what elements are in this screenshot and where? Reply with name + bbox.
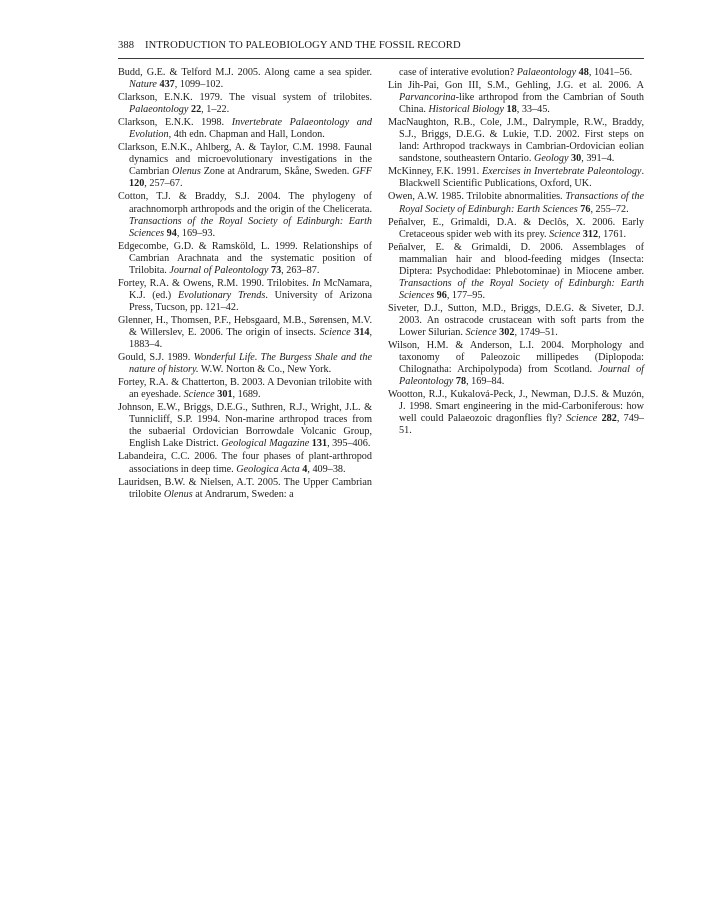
- reference-pages: , 1689.: [232, 389, 261, 401]
- reference-journal: Palaeontology: [129, 104, 189, 116]
- reference-journal: Nature: [129, 79, 157, 91]
- reference-text: Siveter, D.J., Sutton, M.D., Briggs, D.E.G. & Siveter, D.J. 2003. An ostracode crustacean with soft parts from the Lower Silurian.: [388, 302, 644, 338]
- reference-entry: [388, 217, 644, 241]
- reference-text: Johnson, E.W., Briggs, D.E.G., Suthren, R.J., Wright, J.L. & Tunnicliff, S.P. 1994. Non-marine arthropod traces from the subaerial Ordovician Borrowdale Volcanic Group, English Lake District.: [118, 402, 372, 450]
- reference-pages: , 1099–102.: [174, 79, 224, 91]
- reference-text: case of interative evolution?: [399, 67, 517, 78]
- header-rule: [118, 58, 644, 59]
- reference-volume: 22: [190, 104, 202, 116]
- running-header: [118, 40, 644, 51]
- reference-journal: Science: [549, 228, 581, 240]
- reference-pages: , 1041–56.: [588, 67, 633, 78]
- reference-text: McNamara, K.J. (ed.): [129, 277, 372, 301]
- reference-journal: GFF: [352, 166, 372, 178]
- reference-journal: Science: [183, 389, 215, 401]
- reference-journal: Transactions of the Royal Society of Edinburgh: Earth Sciences: [399, 191, 644, 215]
- reference-journal: Transactions of the Royal Society of Edinburgh: Earth Sciences: [399, 277, 644, 301]
- reference-journal: Exercises in Invertebrate Paleontology: [481, 166, 642, 178]
- reference-text: . University of Arizona Press, Tucson, pp. 121–42.: [129, 289, 372, 313]
- reference-entry: [388, 389, 644, 437]
- reference-volume: 120: [129, 178, 145, 190]
- references-right-column: [388, 67, 644, 438]
- reference-text: Clarkson, E.N.K. 1998.: [118, 117, 232, 129]
- reference-pages: , 749–51.: [399, 413, 645, 437]
- reference-journal: Science: [319, 326, 351, 338]
- reference-entry: [118, 315, 372, 351]
- reference-text: Fortey, R.A. & Owens, R.M. 1990. Trilobites.: [118, 277, 312, 289]
- reference-text: Cotton, T.J. & Braddy, S.J. 2004. The phylogeny of arachnomorph arthropods and the origin of the Chelicerata.: [118, 191, 372, 215]
- reference-journal: Historical Biology: [428, 104, 504, 116]
- reference-pages: , 255–72.: [590, 203, 629, 215]
- reference-text: Fortey, R.A. & Chatterton, B. 2003. A Devonian trilobite with an eyeshade.: [118, 377, 372, 401]
- reference-pages: , 1761.: [598, 228, 627, 240]
- reference-volume: 76: [580, 203, 591, 215]
- reference-entry: [388, 67, 644, 79]
- reference-entry: [118, 278, 372, 314]
- reference-text: Wilson, H.M. & Anderson, L.I. 2004. Morphology and taxonomy of Paleozoic millipedes (Diplopoda: Chilognatha: Archipolypoda) from Scotland.: [388, 340, 644, 376]
- reference-text: Gould, S.J. 1989.: [118, 352, 194, 364]
- reference-volume: 78: [455, 376, 467, 388]
- references-left-column: [118, 67, 372, 502]
- reference-pages: , 391–4.: [581, 153, 615, 165]
- reference-entry: [118, 402, 372, 450]
- reference-entry: [118, 377, 372, 401]
- reference-text: , 4th edn. Chapman and Hall, London.: [168, 129, 325, 141]
- reference-entry: [388, 303, 644, 339]
- reference-pages: , 409–38.: [307, 463, 346, 475]
- reference-pages: , 1749–51.: [514, 326, 558, 338]
- reference-text: Edgecombe, G.D. & Ramsköld, L. 1999. Relationships of Cambrian Arachnata and the systematic position of Trilobita.: [118, 240, 372, 276]
- reference-text: Peñalver, E. & Grimaldi, D. 2006. Assemblages of mammalian hair and blood-feeding midges (Insecta: Diptera: Psychodidae: Phlebotominae) in Miocene amber.: [388, 241, 644, 277]
- reference-pages: , 263–87.: [281, 264, 320, 276]
- reference-journal: Geology: [533, 153, 569, 165]
- reference-text: Clarkson, E.N.K. 1979. The visual system of trilobites.: [118, 92, 372, 104]
- reference-entry: [118, 451, 372, 475]
- reference-entry: [118, 241, 372, 277]
- reference-journal: Science: [566, 413, 598, 425]
- reference-volume: 301: [217, 389, 233, 401]
- reference-journal: Olenus: [172, 166, 201, 178]
- reference-text: Labandeira, C.C. 2006. The four phases of plant-arthropod associations in deep time.: [118, 451, 372, 475]
- reference-journal: Invertebrate Palaeontology and Evolution: [129, 117, 372, 141]
- reference-journal: Journal of Paleontology: [399, 364, 644, 388]
- reference-entry: [388, 166, 644, 190]
- reference-volume: 4: [302, 463, 308, 475]
- reference-volume: 94: [166, 227, 177, 239]
- reference-text: Budd, G.E. & Telford M.J. 2005. Along came a sea spider.: [118, 67, 372, 78]
- reference-entry: [118, 67, 372, 91]
- reference-pages: , 1–22.: [201, 104, 230, 116]
- reference-entry: [118, 477, 372, 501]
- page-number: 388: [118, 40, 135, 51]
- reference-volume: 131: [311, 438, 328, 450]
- reference-volume: 437: [159, 79, 175, 91]
- reference-journal: Geologica Acta: [236, 463, 300, 475]
- reference-pages: , 177–95.: [446, 289, 486, 301]
- reference-journal: Parvancorina: [399, 92, 456, 104]
- reference-text: McKinney, F.K. 1991.: [388, 166, 482, 178]
- reference-text: . Blackwell Scientific Publications, Oxford, UK.: [399, 166, 644, 190]
- reference-text: Clarkson, E.N.K., Ahlberg, A. & Taylor, C.M. 1998. Faunal dynamics and microevolutionary investigations in the Cambrian: [118, 142, 372, 178]
- reference-journal: Transactions of the Royal Society of Edinburgh: Earth Sciences: [129, 215, 372, 239]
- reference-text: MacNaughton, R.B., Cole, J.M., Dalrymple, R.W., Braddy, S.J., Briggs, D.E.G. & Lukie, T.D. 2002. First steps on land: Arthropod trackways in Cambrian-Ordovician eolian sandstone, southeastern Ontario.: [388, 117, 644, 165]
- reference-journal: Olenus: [163, 488, 193, 500]
- reference-volume: 282: [601, 413, 617, 425]
- reference-pages: , 1883–4.: [129, 326, 373, 351]
- reference-pages: , 169–93.: [176, 227, 216, 239]
- reference-entry: [388, 80, 644, 116]
- reference-journal: Palaeontology: [516, 67, 577, 78]
- reference-text: Lauridsen, B.W. & Nielsen, A.T. 2005. The Upper Cambrian trilobite: [118, 476, 372, 500]
- reference-volume: 302: [499, 326, 515, 338]
- reference-text: -like arthropod from the Cambrian of South China.: [399, 92, 644, 116]
- reference-text: Owen, A.W. 1985. Trilobite abnormalities.: [388, 191, 566, 203]
- reference-pages: , 33–45.: [516, 104, 550, 116]
- reference-volume: 48: [578, 67, 589, 78]
- reference-journal: Geological Magazine: [221, 438, 310, 450]
- reference-entry: [388, 242, 644, 302]
- reference-entry: [118, 142, 372, 190]
- reference-journal: In: [311, 277, 321, 289]
- reference-entry: [118, 191, 372, 239]
- reference-volume: 18: [506, 104, 517, 116]
- reference-entry: [388, 191, 644, 215]
- reference-journal: Evolutionary Trends: [177, 289, 266, 301]
- reference-volume: 96: [436, 289, 447, 301]
- reference-volume: 314: [354, 326, 370, 338]
- reference-journal: Science: [465, 326, 497, 338]
- reference-volume: 73: [270, 264, 282, 276]
- reference-entry: [118, 352, 372, 376]
- running-title: INTRODUCTION TO PALEOBIOLOGY AND THE FOSSIL RECORD: [144, 40, 461, 51]
- reference-entry: [118, 92, 372, 116]
- reference-entry: [388, 340, 644, 388]
- reference-volume: 312: [582, 228, 599, 240]
- reference-entry: [118, 117, 372, 141]
- reference-text: Glenner, H., Thomsen, P.F., Hebsgaard, M.B., Sørensen, M.V. & Willerslev, E. 2006. The origin of insects.: [118, 314, 372, 338]
- reference-text: W.W. Norton & Co., New York.: [198, 364, 332, 376]
- reference-text: Zone at Andrarum, Skåne, Sweden.: [200, 166, 353, 178]
- reference-text: Lin Jih-Pai, Gon III, S.M., Gehling, J.G. et al. 2006. A: [388, 80, 644, 92]
- reference-journal: Wonderful Life. The Burgess Shale and the nature of history.: [129, 352, 372, 376]
- reference-text: Wootton, R.J., Kukalová-Peck, J., Newman, D.J.S. & Muzón, J. 1998. Smart engineering in the mid-Carboniferous: how well could Palaeozoic dragonflies fly?: [388, 389, 644, 425]
- reference-entry: [388, 117, 644, 165]
- reference-text: at Andrarum, Sweden: a: [192, 488, 294, 500]
- reference-text: Peñalver, E., Grimaldi, D.A. & Declôs, X. 2006. Early Cretaceous spider web with its prey.: [388, 216, 644, 240]
- reference-pages: , 257–67.: [144, 178, 183, 190]
- reference-pages: , 395–406.: [327, 438, 371, 450]
- reference-pages: , 169–84.: [466, 376, 505, 388]
- reference-volume: 30: [571, 153, 582, 165]
- reference-journal: Journal of Paleontology: [169, 264, 269, 276]
